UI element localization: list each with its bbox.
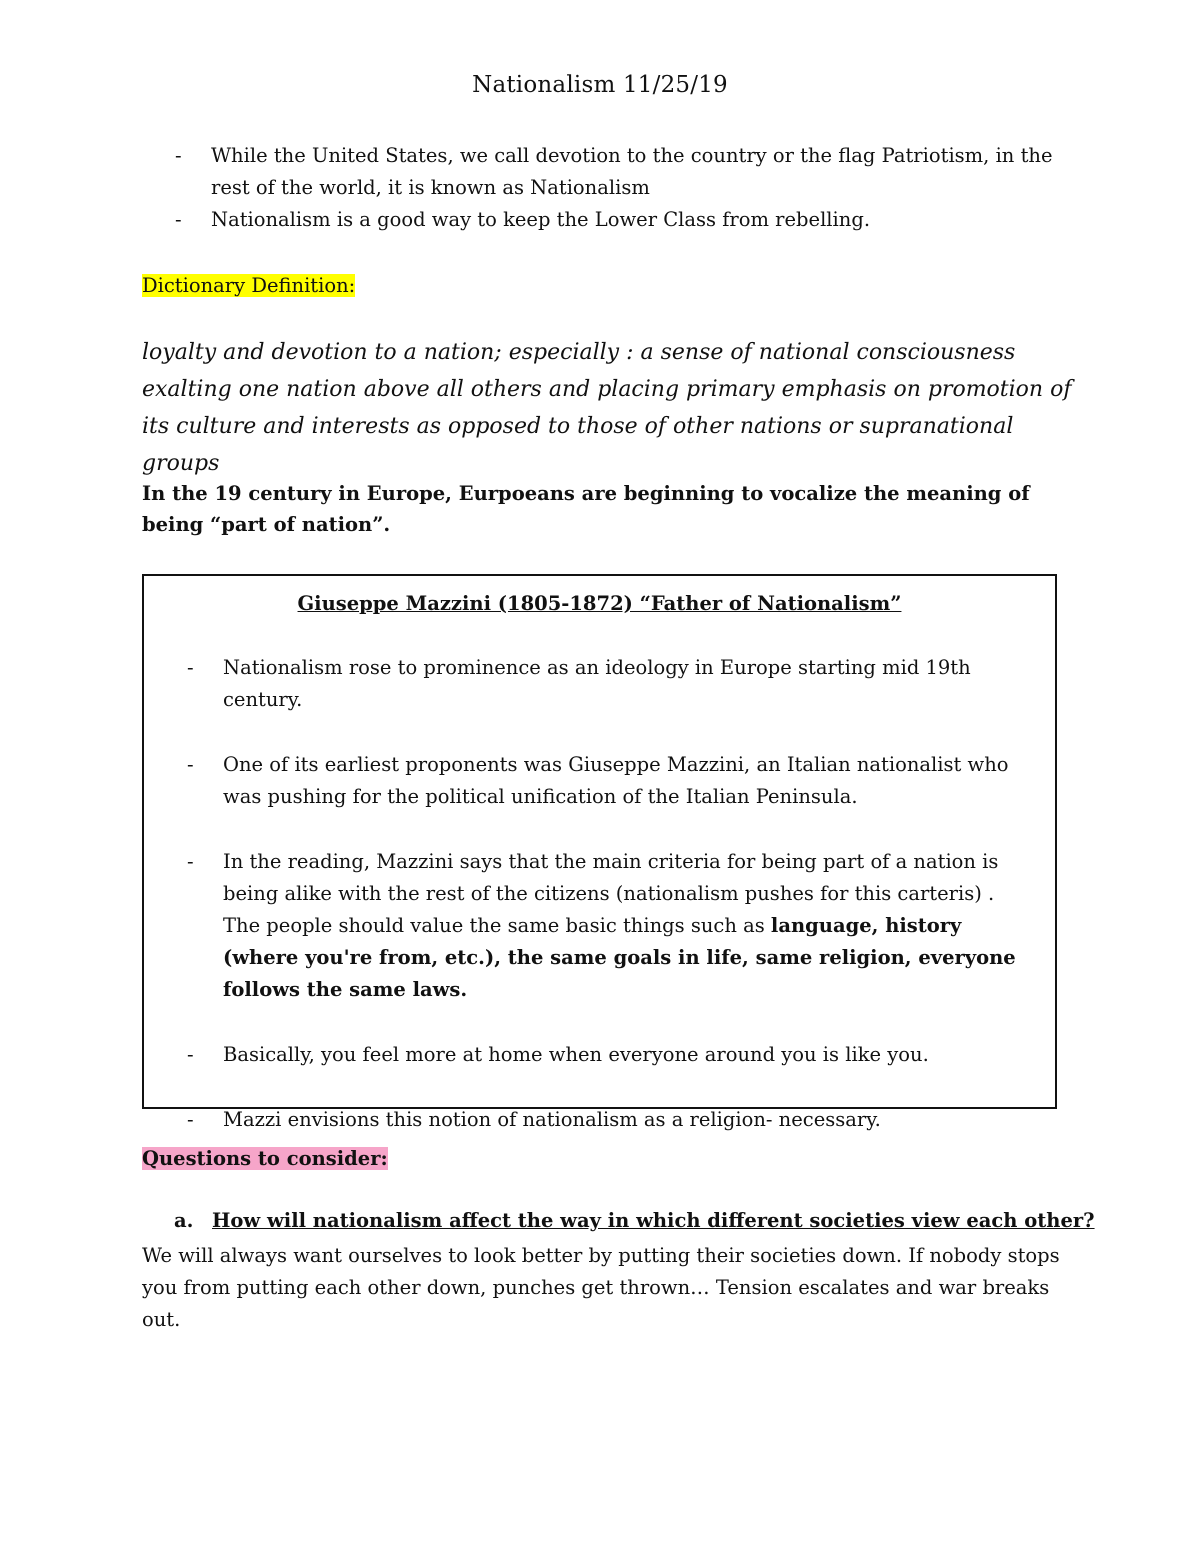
- intro-bullet-list: [175, 140, 1075, 236]
- list-item: [187, 749, 1017, 813]
- bullet-text: While the United States, we call devotion to the country or the flag Patriotism, in the rest of the world, it is known as Nationalism: [211, 144, 1053, 199]
- questions-label: Questions to consider:: [142, 1147, 388, 1170]
- dash-marker: -: [187, 1108, 194, 1131]
- statement-text: In the 19 century in Europe, Eurpoeans are beginning to vocalize the meaning of being “part of nation”.: [142, 482, 1030, 536]
- question-a: [174, 1209, 1095, 1232]
- dash-marker: -: [187, 753, 194, 776]
- bullet-text: [223, 850, 1016, 1001]
- bullet-text: Basically, you feel more at home when everyone around you is like you.: [223, 1043, 929, 1066]
- dash-marker: -: [175, 208, 182, 231]
- list-item: [175, 204, 1075, 236]
- bullet-text: Nationalism is a good way to keep the Lower Class from rebelling.: [211, 208, 871, 231]
- dictionary-label: Dictionary Definition:: [142, 274, 356, 297]
- dictionary-label-wrapper: [142, 271, 355, 301]
- bullet-text-regular: In the reading, Mazzini says that the main criteria for being part of a nation is being alike with the rest of the citizens (nationalism pushes for this carteris) . The people should value the same basic things such as: [223, 850, 999, 937]
- list-item: [187, 652, 1017, 716]
- bullet-text: One of its earliest proponents was Giuseppe Mazzini, an Italian nationalist who was pushing for the political unification of the Italian Peninsula.: [223, 753, 1009, 808]
- list-item: [187, 1039, 1017, 1071]
- question-letter: a.: [174, 1209, 194, 1232]
- dash-marker: -: [187, 850, 194, 873]
- box-bullet-list: [187, 652, 1017, 1169]
- question-text: How will nationalism affect the way in which different societies view each other?: [212, 1209, 1095, 1232]
- list-item: [175, 140, 1075, 204]
- answer-text: We will always want ourselves to look better by putting their societies down. If nobody stops you from putting each other down, punches get thrown… Tension escalates and war breaks out.: [142, 1244, 1060, 1331]
- dash-marker: -: [175, 144, 182, 167]
- list-item: [187, 1104, 1017, 1136]
- definition-text: loyalty and devotion to a nation; especially : a sense of national consciousness exalting one nation above all others and placing primary emphasis on promotion of its culture and interests as opposed to those of other nations or supranational groups: [142, 340, 1072, 476]
- box-title: Giuseppe Mazzini (1805-1872) “Father of Nationalism”: [297, 592, 902, 615]
- bullet-text-bold: language, history (where you're from, etc.), the same goals in life, same religion, everyone follows the same laws.: [223, 914, 1016, 1001]
- dash-marker: -: [187, 1043, 194, 1066]
- list-item: [187, 846, 1017, 1006]
- bullet-text: Nationalism rose to prominence as an ideology in Europe starting mid 19th century.: [223, 656, 971, 711]
- mazzini-box: [142, 574, 1057, 1131]
- dash-marker: -: [187, 656, 194, 679]
- questions-label-wrapper: [142, 1144, 388, 1174]
- page-title: Nationalism 11/25/19: [472, 72, 728, 98]
- bullet-text: Mazzi envisions this notion of nationalism as a religion- necessary.: [223, 1108, 881, 1131]
